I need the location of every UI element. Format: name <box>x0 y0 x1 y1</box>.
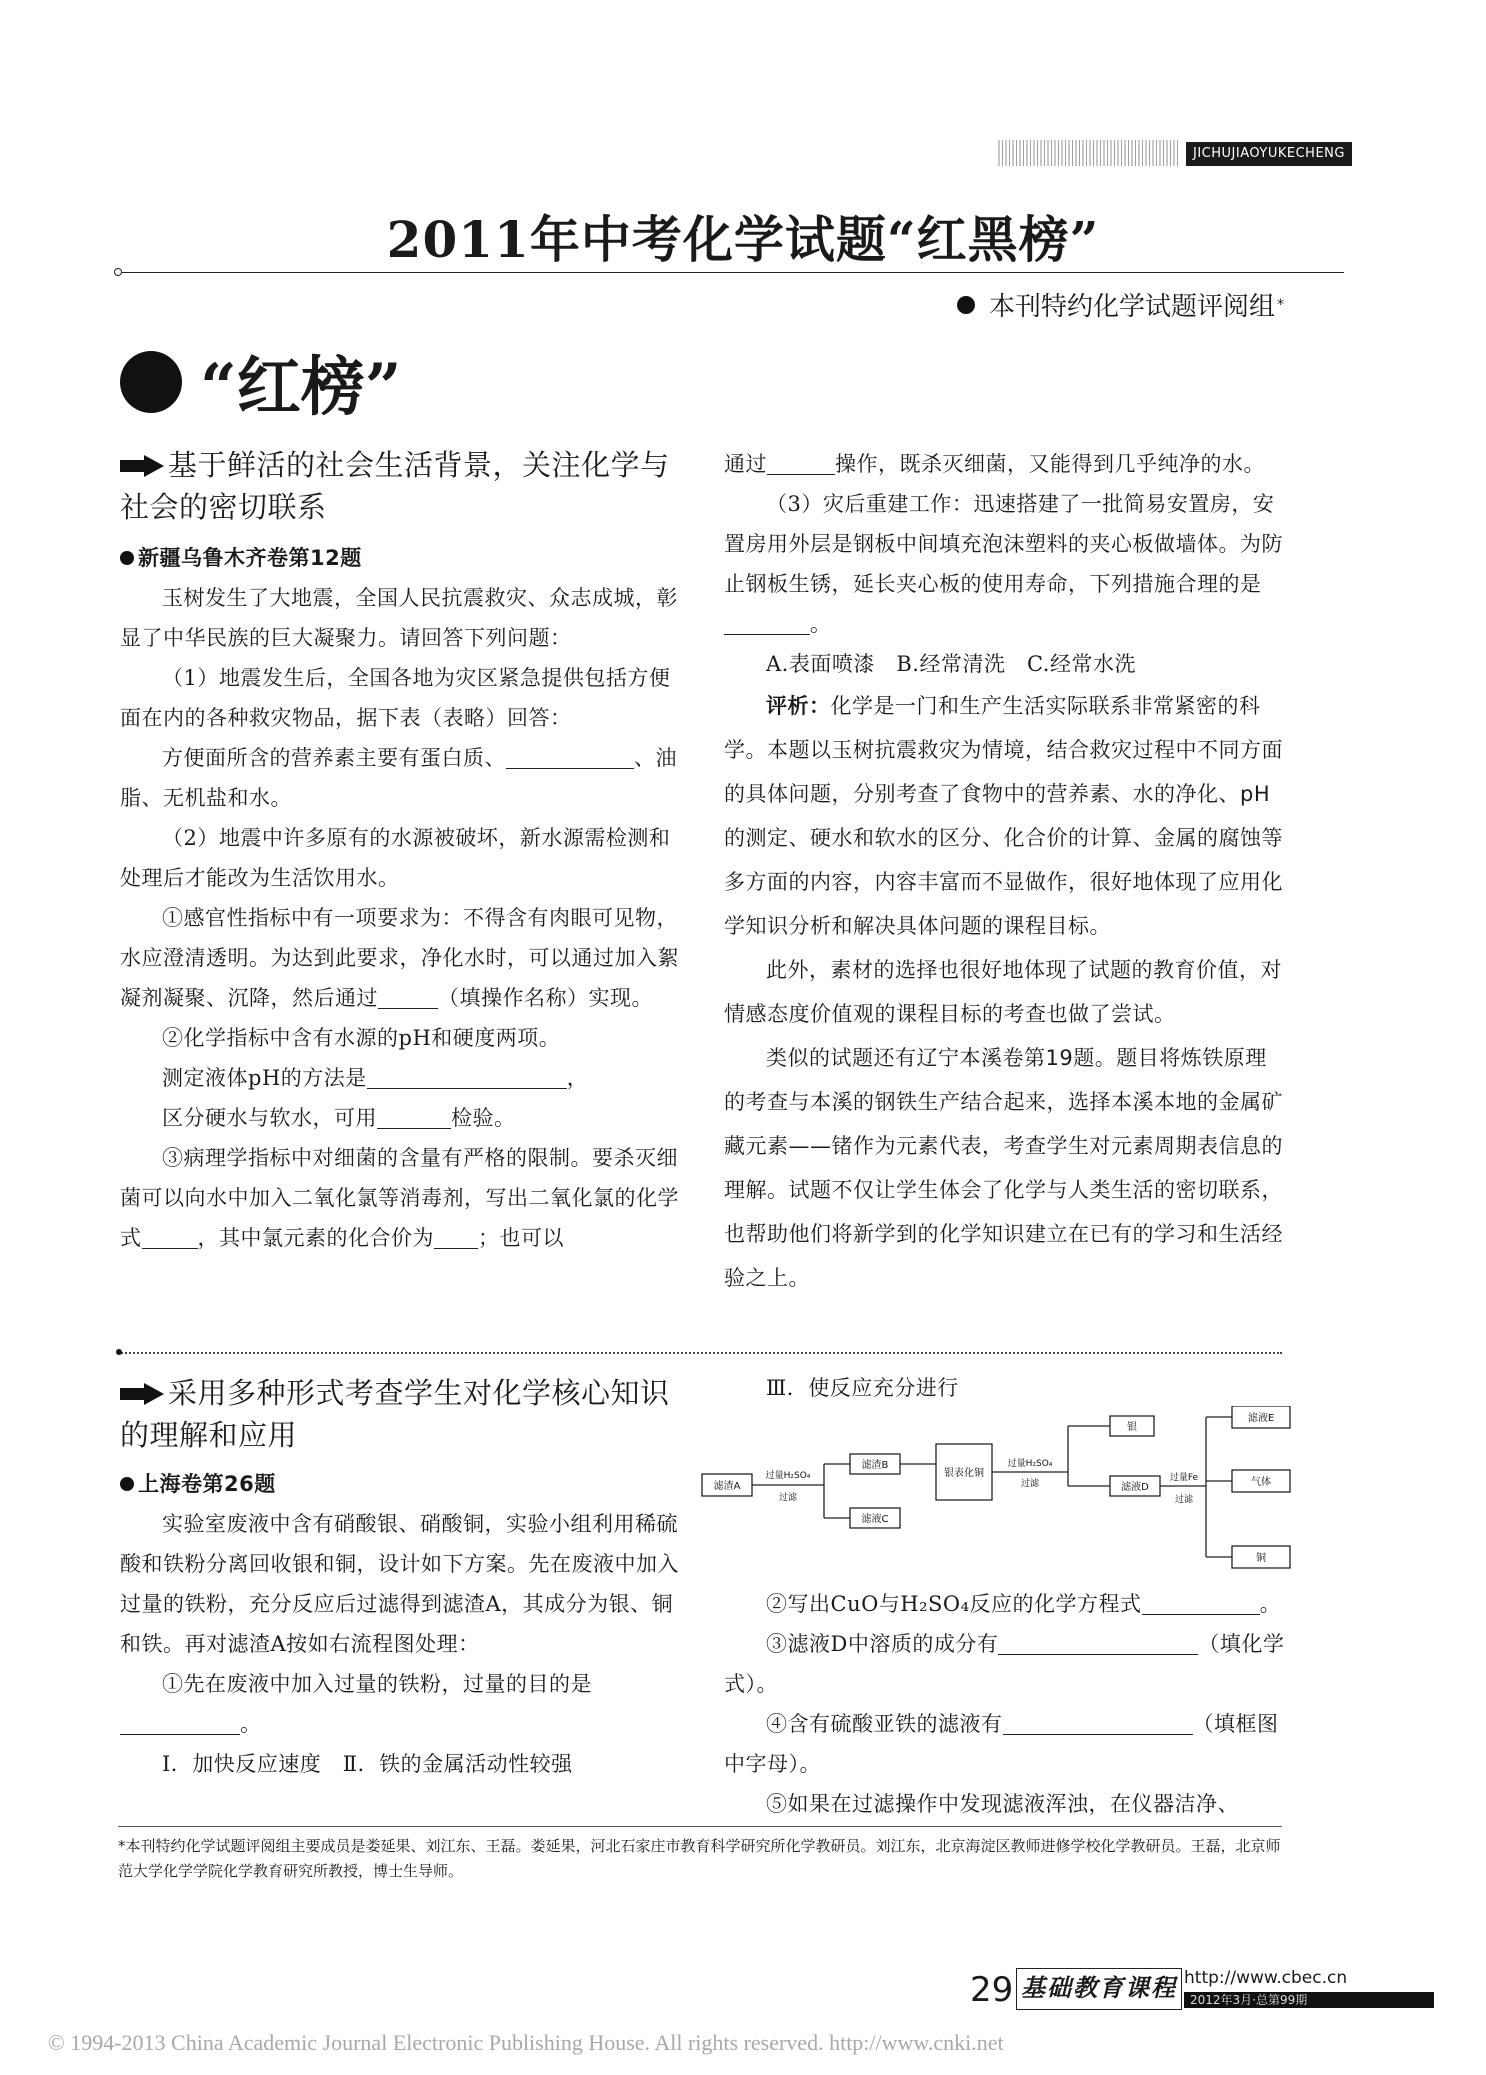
arrow-icon <box>120 455 164 477</box>
flowchart-label-c: 滤液C <box>861 1514 889 1525</box>
question-intro: 玉树发生了大地震，全国人民抗震救灾、众志成城，彰显了中华民族的巨大凝聚力。请回答下列问题： <box>120 586 678 650</box>
section2-heading <box>120 1372 686 1456</box>
question-part2-2-ph <box>120 1058 686 1098</box>
arrow-icon <box>120 1383 164 1405</box>
flowchart-diagram <box>700 1406 1300 1580</box>
question-part3 <box>724 1624 1286 1704</box>
text-span: 。 <box>1259 1592 1282 1616</box>
page-number: 29 <box>970 1970 1014 2010</box>
answer-blank <box>377 1103 451 1129</box>
question-part5: ⑤如果在过滤操作中发现滤液浑浊，在仪器洁净、 <box>766 1792 1239 1816</box>
left-column-section1 <box>120 444 686 1258</box>
question-part2-3 <box>120 1138 686 1258</box>
text-span: 区分硬水与软水，可用 <box>162 1106 377 1130</box>
section-divider <box>118 1352 1282 1354</box>
text-span: （填化学式）。 <box>724 1632 1285 1696</box>
answer-blank <box>998 1629 1198 1655</box>
question-part2-1 <box>120 898 686 1018</box>
text-span: （填操作名称）实现。 <box>438 986 653 1010</box>
question-part2-3-cont <box>724 444 1286 484</box>
question-part1: （1）地震发生后，全国各地为灾区紧急提供包括方便面在内的各种救灾物品，据下表（表略）回答： <box>120 666 671 730</box>
flowchart-label-gas: 气体 <box>1251 1477 1271 1488</box>
text-span: ③滤液D中溶质的成分有 <box>766 1632 999 1656</box>
question-part2-2: ②化学指标中含有水源的pH和硬度两项。 <box>162 1026 561 1050</box>
section1-heading-text: 基于鲜活的社会生活背景，关注化学与社会的密切联系 <box>120 448 670 524</box>
text-span: （填框图中字母）。 <box>724 1712 1279 1776</box>
text-span: ①先在废液中加入过量的铁粉，过量的目的是 <box>162 1672 592 1696</box>
flowchart-step1-top: 过量H₂SO₄ <box>765 1471 811 1481</box>
answer-blank <box>434 1223 478 1249</box>
flowchart-label-mid: 银表化铜 <box>944 1468 984 1479</box>
bullet-icon <box>120 351 182 413</box>
byline-mark: * <box>1277 296 1284 313</box>
question-part1-options: Ⅰ．加快反应速度 Ⅱ．铁的金属活动性较强 <box>162 1752 573 1776</box>
text-span: ④含有硫酸亚铁的滤液有 <box>766 1712 1003 1736</box>
text-span: 通过 <box>724 452 767 476</box>
section2-heading-text: 采用多种形式考查学生对化学核心知识的理解和应用 <box>120 1376 670 1452</box>
text-span: 。 <box>810 612 832 636</box>
flowchart-connector <box>1160 1417 1232 1557</box>
text-span: （3）灾后重建工作：迅速搭建了一批简易安置房，安置房用外层是钢板中间填充泡沫塑料的夹心板做墙体。为防止钢板生锈，延长夹心板的使用寿命，下列措施合理的是 <box>724 492 1283 596</box>
red-list-heading <box>120 336 402 428</box>
journal-url: http://www.cbec.cn <box>1184 1968 1348 1988</box>
text-span: ；也可以 <box>478 1226 564 1250</box>
title-rule-dot <box>114 268 122 276</box>
page-title: 2011年中考化学试题“红黑榜” <box>386 210 1100 269</box>
question-part2-2-hardness <box>120 1098 686 1138</box>
text-span: ，其中氯元素的化合价为 <box>197 1226 434 1250</box>
right-column-section2-cont <box>724 1584 1286 1824</box>
text-span: 测定液体pH的方法是 <box>162 1066 367 1090</box>
answer-blank <box>1142 1589 1260 1615</box>
answer-blank <box>506 743 634 769</box>
answer-blank <box>724 609 810 635</box>
text-span: ②写出CuO与H₂SO₄反应的化学方程式 <box>766 1592 1142 1616</box>
footnote: *本刊特约化学试题评阅组主要成员是娄延果、刘江东、王磊。娄延果，河北石家庄市教育科学研究所化学教研员。刘江东，北京海淀区教师进修学校化学教研员。王磊，北京师范大学化学学院化学教育研究所教授，博士生导师。 <box>118 1837 1281 1880</box>
flowchart-step1-bottom: 过滤 <box>778 1493 798 1503</box>
text-span: 、油脂、无机盐和水。 <box>120 746 677 810</box>
flowchart-label-b: 滤渣B <box>861 1460 889 1471</box>
flowchart-connector <box>992 1426 1110 1486</box>
section1-heading <box>120 444 686 528</box>
flowchart-label-copper: 铜 <box>1256 1553 1266 1564</box>
flowchart-step2-top: 过量H₂SO₄ <box>1007 1459 1053 1469</box>
answer-blank <box>120 1709 240 1735</box>
section-divider-dot <box>116 1349 122 1355</box>
footnote-rule <box>118 1826 1282 1827</box>
question-part1-option3: Ⅲ．使反应充分进行 <box>766 1376 959 1400</box>
byline-text: 本刊特约化学试题评阅组 <box>988 292 1275 322</box>
flowchart-step3-top: 过量Fe <box>1169 1473 1199 1483</box>
bullet-icon <box>120 1477 134 1491</box>
title-rule <box>118 272 1344 273</box>
question-part3-options: A.表面喷漆 B.经常清洗 C.经常水洗 <box>766 652 1136 676</box>
bullet-icon <box>120 551 134 565</box>
analysis-paragraph <box>724 684 1286 948</box>
analysis-paragraph-3: 类似的试题还有辽宁本溪卷第19题。题目将炼铁原理的考查与本溪的钢铁生产结合起来，选择本溪本地的金属矿藏元素——锗作为元素代表，考查学生对元素周期表信息的理解。试题不仅让学生体会了化学与人类生活的密切联系，也帮助他们将新学到的化学知识建立在已有的学习和生活经验之上。 <box>724 1046 1283 1290</box>
question-part3 <box>724 484 1286 644</box>
question-part1-fill <box>120 738 686 818</box>
header-decoration <box>998 140 1178 166</box>
copyright-notice: © 1994-2013 China Academic Journal Electronic Publishing House. All rights reserved. http://www.cnki.net <box>48 2030 1004 2055</box>
question-label <box>120 1464 686 1504</box>
text-span: 。 <box>240 1712 262 1736</box>
question-label <box>120 538 686 578</box>
flowchart-step3-bottom: 过滤 <box>1174 1495 1194 1505</box>
footer-issue: 2012年3月·总第99期 <box>1190 1993 1308 2007</box>
right-column-section1 <box>724 444 1286 1300</box>
question-part2: （2）地震中许多原有的水源被破坏，新水源需检测和处理后才能改为生活饮用水。 <box>120 826 671 890</box>
flowchart-label-d: 滤液D <box>1121 1482 1149 1493</box>
header-tag: JICHUJIAOYUKECHENG <box>1186 142 1352 166</box>
question-part2 <box>724 1584 1286 1624</box>
left-column-section2 <box>120 1372 686 1784</box>
text-span: 方便面所含的营养素主要有蛋白质、 <box>162 746 506 770</box>
answer-blank <box>1003 1709 1193 1735</box>
red-list-title: “红榜” <box>200 350 402 425</box>
analysis-label: 评析： <box>766 694 831 718</box>
text-span: ， <box>566 1066 589 1090</box>
text-span: ③病理学指标中对细菌的含量有严格的限制。要杀灭细菌可以向水中加入二氧化氯等消毒剂，写出二氧化氯的化学式 <box>120 1146 679 1250</box>
answer-blank <box>378 983 438 1009</box>
question-label-text: 上海卷第26题 <box>138 1472 276 1496</box>
byline <box>957 286 1284 323</box>
question-label-text: 新疆乌鲁木齐卷第12题 <box>138 546 362 570</box>
bullet-icon <box>957 296 975 314</box>
flowchart-label-a: 滤渣A <box>713 1481 741 1492</box>
flowchart-label-silver: 银 <box>1127 1422 1137 1433</box>
text-span: 化学是一门和生产生活实际联系非常紧密的科学。本题以玉树抗震救灾为情境，结合救灾过程中不同方面的具体问题，分别考查了食物中的营养素、水的净化、pH的测定、硬水和软水的区分、化合价的计算、金属的腐蚀等多方面的内容，内容丰富而不显做作，很好地体现了应用化学知识分析和解决具体问题的课程目标。 <box>724 694 1283 938</box>
question-intro: 实验室废液中含有硝酸银、硝酸铜，实验小组利用稀硫酸和铁粉分离回收银和铜，设计如下方案。先在废液中加入过量的铁粉，充分反应后过滤得到滤渣A，其成分为银、铜和铁。再对滤渣A按如右流程图处理： <box>120 1512 679 1656</box>
text-span: ①感官性指标中有一项要求为：不得含有肉眼可见物，水应澄清透明。为达到此要求，净化水时，可以通过加入絮凝剂凝聚、沉降，然后通过 <box>120 906 679 1010</box>
right-column-section2 <box>724 1368 1286 1408</box>
flowchart-label-e: 滤液E <box>1247 1413 1275 1424</box>
answer-blank <box>142 1223 198 1249</box>
question-part1 <box>120 1664 686 1744</box>
answer-blank <box>767 449 835 475</box>
question-part4 <box>724 1704 1286 1784</box>
flowchart-step2-bottom: 过滤 <box>1020 1479 1040 1489</box>
text-span: 操作，既杀灭细菌，又能得到几乎纯净的水。 <box>835 452 1265 476</box>
journal-logo: 基础教育课程 <box>1016 1968 1182 2010</box>
answer-blank <box>367 1063 567 1089</box>
text-span: 检验。 <box>451 1106 516 1130</box>
analysis-paragraph-2: 此外，素材的选择也很好地体现了试题的教育价值，对情感态度价值观的课程目标的考查也做了尝试。 <box>724 958 1282 1026</box>
